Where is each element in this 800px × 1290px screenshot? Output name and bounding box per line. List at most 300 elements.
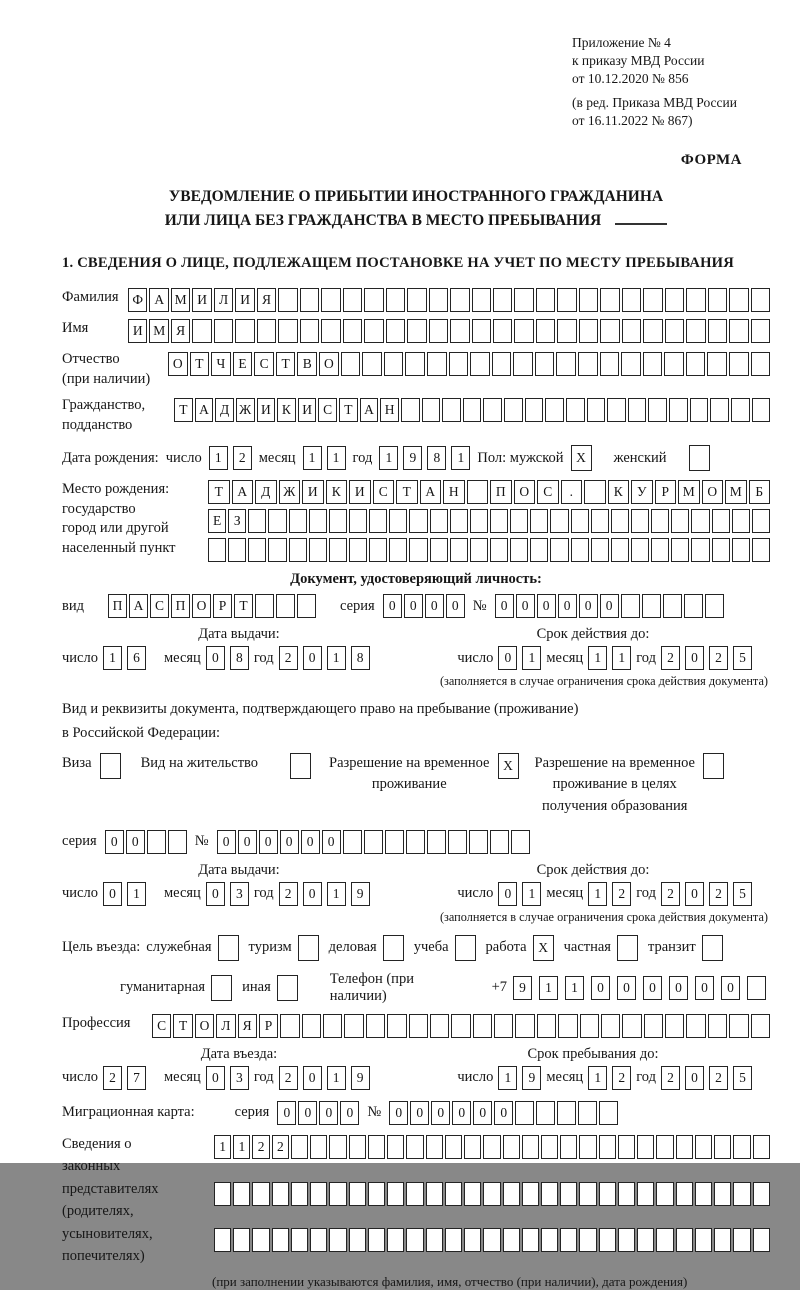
form-cell[interactable]: Я (257, 288, 276, 312)
form-cell[interactable] (707, 352, 727, 376)
form-cell[interactable] (422, 398, 441, 422)
form-cell[interactable]: 0 (126, 830, 145, 854)
form-cell[interactable] (733, 1135, 750, 1159)
form-cell[interactable] (276, 594, 295, 618)
form-cell[interactable] (566, 398, 585, 422)
form-cell[interactable]: 2 (279, 646, 298, 670)
form-cell[interactable] (648, 398, 667, 422)
form-cell[interactable] (470, 352, 490, 376)
form-cell[interactable] (753, 1228, 770, 1252)
form-cell[interactable] (579, 1182, 596, 1206)
form-cell[interactable] (214, 1182, 231, 1206)
form-cell[interactable] (389, 538, 407, 562)
form-cell[interactable] (430, 538, 448, 562)
form-cell[interactable] (522, 1135, 539, 1159)
form-cell[interactable] (228, 538, 246, 562)
form-cell[interactable] (618, 1228, 635, 1252)
form-cell[interactable] (686, 352, 706, 376)
form-cell[interactable] (530, 538, 548, 562)
form-cell[interactable] (691, 538, 709, 562)
form-cell[interactable]: 0 (537, 594, 556, 618)
form-cell[interactable] (643, 288, 662, 312)
form-cell[interactable]: С (318, 398, 337, 422)
form-cell[interactable] (483, 1135, 500, 1159)
form-cell[interactable] (686, 319, 705, 343)
form-cell[interactable]: 2 (252, 1135, 269, 1159)
form-cell[interactable] (407, 319, 426, 343)
form-cell[interactable] (747, 976, 766, 1000)
form-cell[interactable]: 2 (233, 446, 252, 470)
form-cell[interactable]: 0 (206, 882, 225, 906)
form-cell[interactable] (445, 1182, 462, 1206)
form-cell[interactable]: 2 (661, 1066, 680, 1090)
form-cell[interactable] (448, 830, 467, 854)
form-cell[interactable] (503, 1228, 520, 1252)
form-cell[interactable]: 2 (612, 1066, 631, 1090)
form-cell[interactable] (472, 288, 491, 312)
form-cell[interactable]: . (561, 480, 583, 504)
form-cell[interactable]: 0 (446, 594, 465, 618)
form-cell[interactable] (369, 538, 387, 562)
form-cell[interactable] (732, 509, 750, 533)
form-cell[interactable] (600, 319, 619, 343)
form-cell[interactable]: 0 (516, 594, 535, 618)
form-cell[interactable]: 9 (513, 976, 532, 1000)
form-cell[interactable] (483, 1182, 500, 1206)
form-cell[interactable]: 9 (522, 1066, 541, 1090)
form-cell[interactable] (387, 1014, 406, 1038)
form-cell[interactable] (387, 1135, 404, 1159)
form-cell[interactable] (513, 352, 533, 376)
form-cell[interactable] (665, 319, 684, 343)
purpose-humanitarian-checkbox[interactable] (211, 975, 232, 1001)
form-cell[interactable]: С (254, 352, 274, 376)
form-cell[interactable] (291, 1228, 308, 1252)
form-cell[interactable]: Т (173, 1014, 192, 1038)
form-cell[interactable] (579, 1135, 596, 1159)
form-cell[interactable]: Р (655, 480, 677, 504)
form-cell[interactable] (601, 1014, 620, 1038)
form-cell[interactable] (622, 1014, 641, 1038)
form-cell[interactable]: Т (190, 352, 210, 376)
form-cell[interactable]: 0 (206, 646, 225, 670)
form-cell[interactable]: Е (233, 352, 253, 376)
form-cell[interactable] (490, 538, 508, 562)
form-cell[interactable] (268, 538, 286, 562)
form-cell[interactable] (611, 509, 629, 533)
form-cell[interactable]: К (326, 480, 348, 504)
form-cell[interactable] (637, 1135, 654, 1159)
form-cell[interactable] (248, 538, 266, 562)
form-cell[interactable] (445, 1135, 462, 1159)
form-cell[interactable]: 1 (588, 882, 607, 906)
form-cell[interactable]: Я (238, 1014, 257, 1038)
form-cell[interactable]: 0 (301, 830, 320, 854)
form-cell[interactable]: О (195, 1014, 214, 1038)
form-cell[interactable] (470, 509, 488, 533)
form-cell[interactable] (464, 1135, 481, 1159)
form-cell[interactable] (386, 319, 405, 343)
form-cell[interactable] (490, 830, 509, 854)
form-cell[interactable]: 0 (410, 1101, 429, 1125)
form-cell[interactable] (349, 538, 367, 562)
form-cell[interactable]: 0 (431, 1101, 450, 1125)
form-cell[interactable] (571, 538, 589, 562)
form-cell[interactable] (343, 830, 362, 854)
form-cell[interactable]: 1 (127, 882, 146, 906)
form-cell[interactable]: А (232, 480, 254, 504)
form-cell[interactable] (686, 288, 705, 312)
form-cell[interactable] (302, 1014, 321, 1038)
form-cell[interactable] (695, 1135, 712, 1159)
form-cell[interactable] (712, 509, 730, 533)
form-cell[interactable] (676, 1182, 693, 1206)
form-cell[interactable] (663, 594, 682, 618)
form-cell[interactable] (618, 1135, 635, 1159)
form-cell[interactable] (541, 1135, 558, 1159)
form-cell[interactable] (401, 398, 420, 422)
form-cell[interactable]: 0 (303, 1066, 322, 1090)
form-cell[interactable] (364, 830, 383, 854)
form-cell[interactable]: 2 (661, 646, 680, 670)
form-cell[interactable]: 0 (206, 1066, 225, 1090)
form-cell[interactable]: 1 (327, 1066, 346, 1090)
form-cell[interactable]: 0 (452, 1101, 471, 1125)
form-cell[interactable]: 1 (451, 446, 470, 470)
form-cell[interactable] (464, 1182, 481, 1206)
form-cell[interactable]: 1 (522, 882, 541, 906)
form-cell[interactable]: 0 (558, 594, 577, 618)
form-cell[interactable] (557, 288, 576, 312)
form-cell[interactable]: П (108, 594, 127, 618)
form-cell[interactable]: 0 (103, 882, 122, 906)
form-cell[interactable] (310, 1228, 327, 1252)
form-cell[interactable]: 1 (233, 1135, 250, 1159)
form-cell[interactable]: 0 (404, 594, 423, 618)
form-cell[interactable]: Л (214, 288, 233, 312)
form-cell[interactable]: 0 (383, 594, 402, 618)
form-cell[interactable]: 2 (103, 1066, 122, 1090)
form-cell[interactable] (214, 319, 233, 343)
form-cell[interactable] (600, 352, 620, 376)
sex-female-checkbox[interactable] (689, 445, 710, 471)
form-cell[interactable] (450, 319, 469, 343)
form-cell[interactable] (705, 594, 724, 618)
form-cell[interactable] (669, 398, 688, 422)
form-cell[interactable] (473, 1014, 492, 1038)
form-cell[interactable] (368, 1135, 385, 1159)
form-cell[interactable] (426, 1182, 443, 1206)
form-cell[interactable] (510, 509, 528, 533)
form-cell[interactable]: 8 (230, 646, 249, 670)
form-cell[interactable]: А (420, 480, 442, 504)
form-cell[interactable]: С (152, 1014, 171, 1038)
form-cell[interactable] (492, 352, 512, 376)
form-cell[interactable] (469, 830, 488, 854)
form-cell[interactable]: 0 (259, 830, 278, 854)
form-cell[interactable]: 2 (279, 882, 298, 906)
form-cell[interactable] (309, 509, 327, 533)
rvp-education-checkbox[interactable] (703, 753, 724, 779)
form-cell[interactable]: 0 (303, 646, 322, 670)
form-cell[interactable] (731, 398, 750, 422)
form-cell[interactable]: 8 (351, 646, 370, 670)
form-cell[interactable] (451, 1014, 470, 1038)
form-cell[interactable] (686, 1014, 705, 1038)
form-cell[interactable] (651, 538, 669, 562)
form-cell[interactable] (579, 1228, 596, 1252)
form-cell[interactable] (329, 1135, 346, 1159)
form-cell[interactable] (536, 288, 555, 312)
form-cell[interactable] (409, 538, 427, 562)
form-cell[interactable] (470, 538, 488, 562)
form-cell[interactable]: 6 (127, 646, 146, 670)
form-cell[interactable] (406, 830, 425, 854)
form-cell[interactable] (644, 1014, 663, 1038)
form-cell[interactable] (622, 319, 641, 343)
form-cell[interactable] (344, 1014, 363, 1038)
form-cell[interactable] (368, 1228, 385, 1252)
form-cell[interactable] (323, 1014, 342, 1038)
form-cell[interactable] (349, 509, 367, 533)
form-cell[interactable]: Н (380, 398, 399, 422)
form-cell[interactable] (753, 1182, 770, 1206)
form-cell[interactable]: Ж (279, 480, 301, 504)
form-cell[interactable] (599, 1182, 616, 1206)
form-cell[interactable] (442, 398, 461, 422)
form-cell[interactable] (385, 830, 404, 854)
form-cell[interactable]: И (235, 288, 254, 312)
form-cell[interactable]: 1 (522, 646, 541, 670)
form-cell[interactable] (300, 319, 319, 343)
form-cell[interactable]: Д (255, 480, 277, 504)
form-cell[interactable] (560, 1182, 577, 1206)
form-cell[interactable] (252, 1228, 269, 1252)
form-cell[interactable]: В (297, 352, 317, 376)
form-cell[interactable] (621, 594, 640, 618)
form-cell[interactable] (599, 1135, 616, 1159)
form-cell[interactable] (450, 509, 468, 533)
form-cell[interactable]: А (129, 594, 148, 618)
form-cell[interactable]: 1 (327, 882, 346, 906)
form-cell[interactable] (665, 288, 684, 312)
purpose-tourism-checkbox[interactable] (298, 935, 319, 961)
form-cell[interactable] (510, 538, 528, 562)
form-cell[interactable]: 2 (279, 1066, 298, 1090)
form-cell[interactable]: 0 (669, 976, 688, 1000)
form-cell[interactable] (611, 538, 629, 562)
form-cell[interactable] (729, 352, 749, 376)
form-cell[interactable] (522, 1228, 539, 1252)
form-cell[interactable] (341, 352, 361, 376)
form-cell[interactable] (349, 1182, 366, 1206)
form-cell[interactable] (503, 1182, 520, 1206)
form-cell[interactable] (676, 1135, 693, 1159)
form-cell[interactable]: И (349, 480, 371, 504)
form-cell[interactable] (463, 398, 482, 422)
form-cell[interactable]: 1 (214, 1135, 231, 1159)
form-cell[interactable]: Л (216, 1014, 235, 1038)
form-cell[interactable]: 0 (322, 830, 341, 854)
form-cell[interactable]: А (195, 398, 214, 422)
form-cell[interactable]: С (373, 480, 395, 504)
form-cell[interactable] (733, 1228, 750, 1252)
form-cell[interactable] (407, 288, 426, 312)
form-cell[interactable]: И (298, 398, 317, 422)
form-cell[interactable] (514, 288, 533, 312)
form-cell[interactable] (192, 319, 211, 343)
form-cell[interactable] (514, 319, 533, 343)
form-cell[interactable]: Н (443, 480, 465, 504)
form-cell[interactable] (483, 398, 502, 422)
form-cell[interactable]: О (192, 594, 211, 618)
form-cell[interactable] (708, 319, 727, 343)
form-cell[interactable]: 1 (379, 446, 398, 470)
form-cell[interactable] (729, 319, 748, 343)
form-cell[interactable] (651, 509, 669, 533)
form-cell[interactable] (579, 319, 598, 343)
form-cell[interactable]: К (608, 480, 630, 504)
purpose-work-checkbox[interactable]: X (533, 935, 554, 961)
form-cell[interactable] (628, 398, 647, 422)
form-cell[interactable] (695, 1228, 712, 1252)
form-cell[interactable] (643, 352, 663, 376)
form-cell[interactable] (584, 480, 606, 504)
form-cell[interactable] (578, 352, 598, 376)
form-cell[interactable] (329, 538, 347, 562)
form-cell[interactable]: 2 (709, 882, 728, 906)
form-cell[interactable]: 0 (389, 1101, 408, 1125)
form-cell[interactable] (550, 509, 568, 533)
form-cell[interactable] (656, 1228, 673, 1252)
form-cell[interactable]: 1 (612, 646, 631, 670)
form-cell[interactable]: 1 (103, 646, 122, 670)
residence-permit-checkbox[interactable] (290, 753, 311, 779)
form-cell[interactable] (560, 1228, 577, 1252)
form-cell[interactable] (656, 1135, 673, 1159)
form-cell[interactable] (430, 1014, 449, 1038)
form-cell[interactable] (714, 1182, 731, 1206)
form-cell[interactable] (168, 830, 187, 854)
form-cell[interactable]: 0 (298, 1101, 317, 1125)
form-cell[interactable]: 0 (303, 882, 322, 906)
form-cell[interactable] (494, 1014, 513, 1038)
form-cell[interactable]: 7 (127, 1066, 146, 1090)
form-cell[interactable] (406, 1228, 423, 1252)
form-cell[interactable] (233, 1228, 250, 1252)
purpose-official-checkbox[interactable] (218, 935, 239, 961)
form-cell[interactable] (349, 1228, 366, 1252)
form-cell[interactable] (631, 509, 649, 533)
form-cell[interactable]: 0 (319, 1101, 338, 1125)
form-cell[interactable] (147, 830, 166, 854)
form-cell[interactable]: 2 (661, 882, 680, 906)
form-cell[interactable]: 1 (565, 976, 584, 1000)
form-cell[interactable]: 9 (351, 882, 370, 906)
form-cell[interactable] (406, 1182, 423, 1206)
form-cell[interactable] (676, 1228, 693, 1252)
form-cell[interactable] (571, 509, 589, 533)
form-cell[interactable] (233, 1182, 250, 1206)
form-cell[interactable]: О (168, 352, 188, 376)
rvp-checkbox[interactable]: X (498, 753, 519, 779)
form-cell[interactable]: Т (234, 594, 253, 618)
form-cell[interactable] (550, 538, 568, 562)
form-cell[interactable] (732, 538, 750, 562)
form-cell[interactable] (752, 509, 770, 533)
form-cell[interactable] (753, 1135, 770, 1159)
form-cell[interactable]: Т (208, 480, 230, 504)
form-cell[interactable] (643, 319, 662, 343)
form-cell[interactable]: Ф (128, 288, 147, 312)
form-cell[interactable] (691, 509, 709, 533)
form-cell[interactable] (343, 288, 362, 312)
form-cell[interactable] (714, 1228, 731, 1252)
form-cell[interactable] (280, 1014, 299, 1038)
form-cell[interactable]: 0 (617, 976, 636, 1000)
form-cell[interactable]: 2 (612, 882, 631, 906)
form-cell[interactable] (214, 1228, 231, 1252)
form-cell[interactable] (427, 830, 446, 854)
form-cell[interactable] (671, 509, 689, 533)
form-cell[interactable] (289, 538, 307, 562)
form-cell[interactable] (622, 288, 641, 312)
form-cell[interactable]: Т (339, 398, 358, 422)
form-cell[interactable] (751, 1014, 770, 1038)
form-cell[interactable]: 5 (733, 882, 752, 906)
form-cell[interactable] (429, 288, 448, 312)
form-cell[interactable] (503, 1135, 520, 1159)
form-cell[interactable] (515, 1014, 534, 1038)
form-cell[interactable] (729, 288, 748, 312)
form-cell[interactable] (618, 1182, 635, 1206)
form-cell[interactable] (751, 288, 770, 312)
form-cell[interactable] (309, 538, 327, 562)
form-cell[interactable]: И (192, 288, 211, 312)
form-cell[interactable] (607, 398, 626, 422)
form-cell[interactable] (599, 1228, 616, 1252)
form-cell[interactable] (710, 398, 729, 422)
form-cell[interactable]: 5 (733, 646, 752, 670)
form-cell[interactable] (369, 509, 387, 533)
form-cell[interactable] (409, 509, 427, 533)
form-cell[interactable] (535, 352, 555, 376)
form-cell[interactable] (557, 319, 576, 343)
form-cell[interactable] (387, 1182, 404, 1206)
form-cell[interactable]: 1 (588, 1066, 607, 1090)
form-cell[interactable] (621, 352, 641, 376)
form-cell[interactable] (467, 480, 489, 504)
form-cell[interactable] (490, 509, 508, 533)
form-cell[interactable] (522, 1182, 539, 1206)
form-cell[interactable]: 3 (230, 1066, 249, 1090)
form-cell[interactable]: 1 (498, 1066, 517, 1090)
form-cell[interactable]: И (128, 319, 147, 343)
form-cell[interactable] (386, 288, 405, 312)
form-cell[interactable]: М (725, 480, 747, 504)
form-cell[interactable]: 0 (695, 976, 714, 1000)
form-cell[interactable]: 2 (709, 646, 728, 670)
form-cell[interactable] (268, 509, 286, 533)
form-cell[interactable] (530, 509, 548, 533)
form-cell[interactable] (587, 398, 606, 422)
form-cell[interactable] (257, 319, 276, 343)
form-cell[interactable]: 1 (209, 446, 228, 470)
form-cell[interactable] (591, 538, 609, 562)
form-cell[interactable]: 0 (498, 882, 517, 906)
form-cell[interactable]: Т (174, 398, 193, 422)
form-cell[interactable]: Д (215, 398, 234, 422)
